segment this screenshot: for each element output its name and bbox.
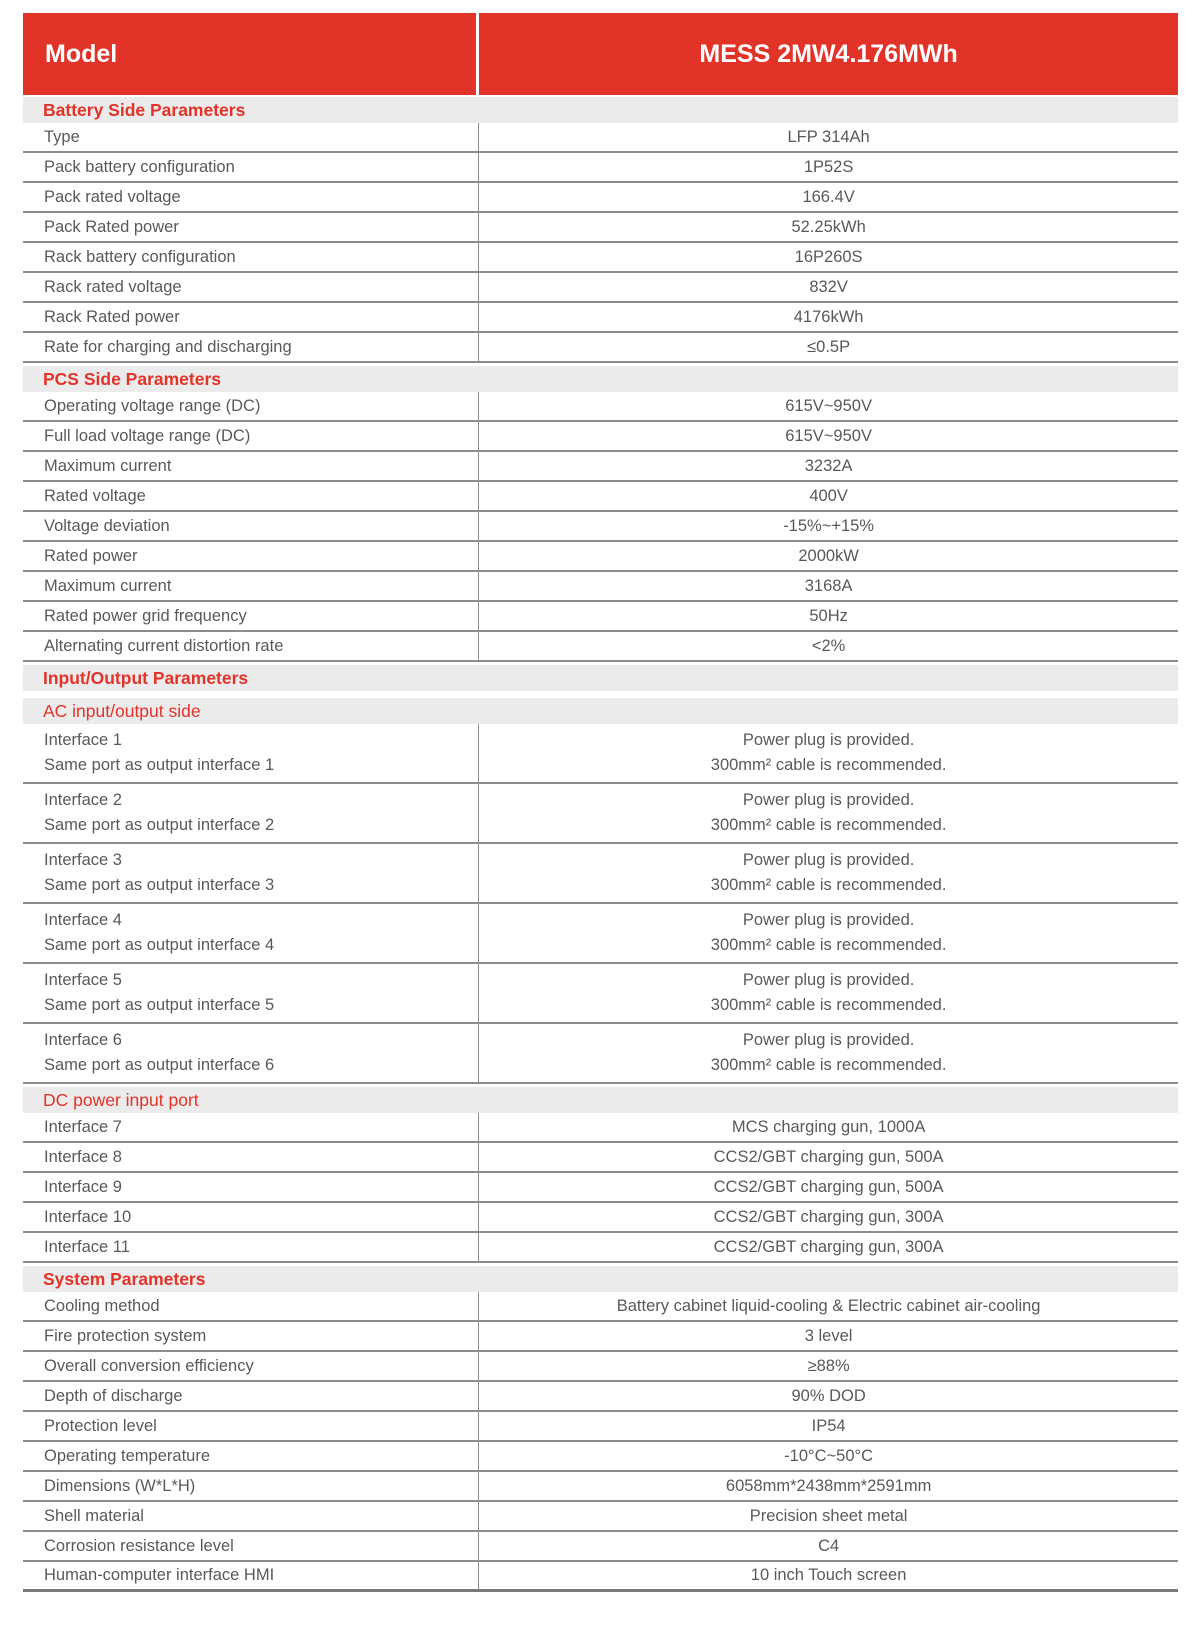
text-line: Interface 5	[44, 971, 122, 989]
table-row	[23, 1382, 1178, 1412]
param-label	[23, 844, 479, 902]
param-label	[23, 1352, 479, 1380]
text-line: ≤0.5P	[807, 337, 851, 356]
param-value	[479, 1382, 1178, 1410]
text-line: Fire protection system	[44, 1326, 207, 1345]
param-label	[23, 964, 479, 1022]
text-line: Power plug is provided.	[742, 791, 915, 809]
table-row	[23, 964, 1178, 1024]
param-value	[479, 1502, 1178, 1530]
text-line: IP54	[811, 1416, 846, 1435]
model-header-label-cell	[23, 13, 479, 95]
param-value	[479, 422, 1178, 450]
param-value	[479, 542, 1178, 570]
param-label	[23, 1502, 479, 1530]
text-line: 1P52S	[803, 157, 854, 176]
param-label	[23, 1292, 479, 1320]
section-bar-battery-side-parameters: Battery Side Parameters	[23, 97, 1178, 123]
text-line: C4	[818, 1536, 840, 1555]
text-line: Interface 10	[44, 1207, 132, 1226]
text-line: 3168A	[804, 576, 853, 595]
param-value	[479, 482, 1178, 510]
table-row	[23, 1442, 1178, 1472]
text-line: Corrosion resistance level	[44, 1536, 234, 1555]
text-line: Rack battery configuration	[44, 247, 236, 266]
param-value	[479, 243, 1178, 271]
text-line: Power plug is provided.	[742, 1031, 915, 1049]
text-line: Power plug is provided.	[742, 851, 915, 869]
text-line: 10 inch Touch screen	[750, 1566, 907, 1584]
param-value	[479, 213, 1178, 241]
section-bar-pcs-side-parameters: PCS Side Parameters	[23, 366, 1178, 392]
text-line: 615V~950V	[785, 426, 872, 445]
table-row	[23, 273, 1178, 303]
table-row	[23, 572, 1178, 602]
param-value	[479, 844, 1178, 902]
text-line: 832V	[809, 277, 848, 296]
param-value	[479, 784, 1178, 842]
param-value	[479, 724, 1178, 782]
text-line: 300mm² cable is recommended.	[710, 936, 947, 954]
text-line: Maximum current	[44, 456, 172, 475]
param-value	[479, 392, 1178, 420]
table-row	[23, 1173, 1178, 1203]
text-line: Interface 8	[44, 1147, 122, 1166]
text-line: Same port as output interface 6	[44, 1056, 275, 1074]
param-label	[23, 153, 479, 181]
param-label	[23, 542, 479, 570]
table-row	[23, 183, 1178, 213]
table-row	[23, 1292, 1178, 1322]
table-row	[23, 724, 1178, 784]
param-label	[23, 303, 479, 331]
param-label	[23, 1382, 479, 1410]
param-value	[479, 1352, 1178, 1380]
table-row	[23, 482, 1178, 512]
param-label	[23, 1412, 479, 1440]
text-line: LFP 314Ah	[787, 127, 870, 146]
param-label	[23, 243, 479, 271]
table-row	[23, 904, 1178, 964]
table-row	[23, 844, 1178, 904]
table-row	[23, 1532, 1178, 1562]
text-line: 2000kW	[798, 546, 859, 565]
text-line: Type	[44, 127, 80, 146]
table-row	[23, 452, 1178, 482]
text-line: Rack Rated power	[44, 307, 180, 326]
param-value	[479, 1412, 1178, 1440]
param-value	[479, 1442, 1178, 1470]
param-label	[23, 392, 479, 420]
table-row	[23, 333, 1178, 363]
text-line: MCS charging gun, 1000A	[731, 1117, 926, 1136]
text-line: CCS2/GBT charging gun, 300A	[713, 1207, 944, 1226]
text-line: -10°C~50°C	[784, 1446, 874, 1465]
param-value	[479, 303, 1178, 331]
param-value	[479, 572, 1178, 600]
param-label	[23, 904, 479, 962]
text-line: 300mm² cable is recommended.	[710, 996, 947, 1014]
table-row	[23, 1472, 1178, 1502]
table-row	[23, 1143, 1178, 1173]
text-line: Protection level	[44, 1416, 157, 1435]
text-line: Cooling method	[44, 1296, 160, 1315]
model-header-value-cell	[479, 13, 1178, 95]
text-line: 400V	[809, 486, 848, 505]
text-line: Same port as output interface 1	[44, 756, 275, 774]
param-label	[23, 1532, 479, 1560]
param-value	[479, 273, 1178, 301]
text-line: 50Hz	[809, 606, 848, 625]
text-line: Rated power grid frequency	[44, 606, 247, 625]
param-value	[479, 123, 1178, 151]
text-line: Power plug is provided.	[742, 731, 915, 749]
table-row	[23, 1322, 1178, 1352]
text-line: Interface 2	[44, 791, 122, 809]
text-line: Rated power	[44, 546, 138, 565]
param-label	[23, 572, 479, 600]
param-label	[23, 1472, 479, 1500]
param-label	[23, 1203, 479, 1231]
text-line: 6058mm*2438mm*2591mm	[725, 1476, 932, 1495]
table-row	[23, 392, 1178, 422]
text-line: Dimensions (W*L*H)	[44, 1476, 196, 1495]
text-line: 300mm² cable is recommended.	[710, 1056, 947, 1074]
param-value	[479, 632, 1178, 660]
param-value	[479, 1233, 1178, 1261]
table-row	[23, 1502, 1178, 1532]
text-line: Maximum current	[44, 576, 172, 595]
table-row	[23, 602, 1178, 632]
text-line: <2%	[811, 636, 846, 655]
text-line: Same port as output interface 3	[44, 876, 275, 894]
param-label	[23, 213, 479, 241]
param-label	[23, 1442, 479, 1470]
model-header	[23, 13, 1178, 95]
spec-table	[23, 97, 1178, 1592]
text-line: Same port as output interface 4	[44, 936, 275, 954]
text-line: Power plug is provided.	[742, 971, 915, 989]
param-label	[23, 452, 479, 480]
table-row	[23, 1412, 1178, 1442]
text-line: ≥88%	[807, 1356, 850, 1375]
text-line: Overall conversion efficiency	[44, 1356, 254, 1375]
text-line: Precision sheet metal	[749, 1506, 908, 1525]
text-line: 90% DOD	[791, 1386, 866, 1405]
text-line: Interface 1	[44, 731, 122, 749]
section-bar-system-parameters: System Parameters	[23, 1266, 1178, 1292]
text-line: Pack Rated power	[44, 217, 179, 236]
model-value: MESS 2MW4.176MWh	[699, 39, 958, 68]
param-label	[23, 1113, 479, 1141]
text-line: Operating temperature	[44, 1446, 211, 1465]
table-row	[23, 1233, 1178, 1263]
param-value	[479, 1472, 1178, 1500]
text-line: 3232A	[804, 456, 853, 475]
param-label	[23, 1173, 479, 1201]
param-label	[23, 602, 479, 630]
param-value	[479, 512, 1178, 540]
text-line: Same port as output interface 5	[44, 996, 275, 1014]
param-label	[23, 1562, 479, 1589]
param-label	[23, 1233, 479, 1261]
text-line: 300mm² cable is recommended.	[710, 816, 947, 834]
param-value	[479, 1562, 1178, 1589]
text-line: Rated voltage	[44, 486, 146, 505]
param-label	[23, 1322, 479, 1350]
text-line: Same port as output interface 2	[44, 816, 275, 834]
param-value	[479, 1532, 1178, 1560]
text-line: 16P260S	[794, 247, 863, 266]
param-label	[23, 1143, 479, 1171]
param-value	[479, 1024, 1178, 1082]
param-label	[23, 482, 479, 510]
text-line: Interface 4	[44, 911, 122, 929]
text-line: 52.25kWh	[791, 217, 866, 236]
text-line: Power plug is provided.	[742, 911, 915, 929]
table-row	[23, 632, 1178, 662]
param-label	[23, 422, 479, 450]
text-line: Full load voltage range (DC)	[44, 426, 251, 445]
table-row	[23, 784, 1178, 844]
param-label	[23, 784, 479, 842]
param-value	[479, 333, 1178, 361]
text-line: Pack battery configuration	[44, 157, 235, 176]
param-value	[479, 1322, 1178, 1350]
param-value	[479, 153, 1178, 181]
text-line: Voltage deviation	[44, 516, 170, 535]
text-line: 4176kWh	[793, 307, 864, 326]
param-value	[479, 602, 1178, 630]
table-row	[23, 1024, 1178, 1084]
table-row	[23, 542, 1178, 572]
param-label	[23, 724, 479, 782]
table-row	[23, 422, 1178, 452]
table-row	[23, 1113, 1178, 1143]
text-line: Interface 3	[44, 851, 122, 869]
section-bar-ac-input-output-side: AC input/output side	[23, 698, 1178, 724]
text-line: -15%~+15%	[783, 516, 875, 535]
param-label	[23, 123, 479, 151]
text-line: Rate for charging and discharging	[44, 337, 292, 356]
param-label	[23, 333, 479, 361]
param-value	[479, 183, 1178, 211]
text-line: 300mm² cable is recommended.	[710, 876, 947, 894]
text-line: Depth of discharge	[44, 1386, 183, 1405]
text-line: Pack rated voltage	[44, 187, 181, 206]
text-line: Battery cabinet liquid-cooling & Electric cabinet air-cooling	[616, 1296, 1041, 1315]
text-line: Human-computer interface HMI	[44, 1566, 275, 1584]
section-bar-input-output-parameters: Input/Output Parameters	[23, 665, 1178, 691]
text-line: 300mm² cable is recommended.	[710, 756, 947, 774]
text-line: Interface 9	[44, 1177, 122, 1196]
table-row	[23, 243, 1178, 273]
param-value	[479, 964, 1178, 1022]
table-row	[23, 303, 1178, 333]
text-line: Interface 11	[44, 1237, 130, 1256]
text-line: Shell material	[44, 1506, 144, 1525]
text-line: 166.4V	[802, 187, 855, 206]
param-label	[23, 183, 479, 211]
table-row	[23, 153, 1178, 183]
table-row	[23, 1203, 1178, 1233]
text-line: CCS2/GBT charging gun, 300A	[713, 1237, 944, 1256]
text-line: Alternating current distortion rate	[44, 636, 284, 655]
text-line: 3 level	[804, 1326, 853, 1345]
section-bar-dc-power-input-port: DC power input port	[23, 1087, 1178, 1113]
text-line: 615V~950V	[785, 396, 872, 415]
param-value	[479, 1113, 1178, 1141]
param-value	[479, 1173, 1178, 1201]
text-line: Operating voltage range (DC)	[44, 396, 261, 415]
param-value	[479, 904, 1178, 962]
table-row	[23, 1352, 1178, 1382]
param-value	[479, 1292, 1178, 1320]
param-label	[23, 512, 479, 540]
param-label	[23, 273, 479, 301]
text-line: CCS2/GBT charging gun, 500A	[713, 1147, 944, 1166]
param-value	[479, 452, 1178, 480]
param-value	[479, 1203, 1178, 1231]
model-label: Model	[45, 39, 118, 68]
param-label	[23, 1024, 479, 1082]
text-line: Interface 7	[44, 1117, 122, 1136]
text-line: Rack rated voltage	[44, 277, 182, 296]
table-row	[23, 1562, 1178, 1592]
table-row	[23, 213, 1178, 243]
table-row	[23, 512, 1178, 542]
table-row	[23, 123, 1178, 153]
text-line: CCS2/GBT charging gun, 500A	[713, 1177, 944, 1196]
param-value	[479, 1143, 1178, 1171]
param-label	[23, 632, 479, 660]
text-line: Interface 6	[44, 1031, 122, 1049]
